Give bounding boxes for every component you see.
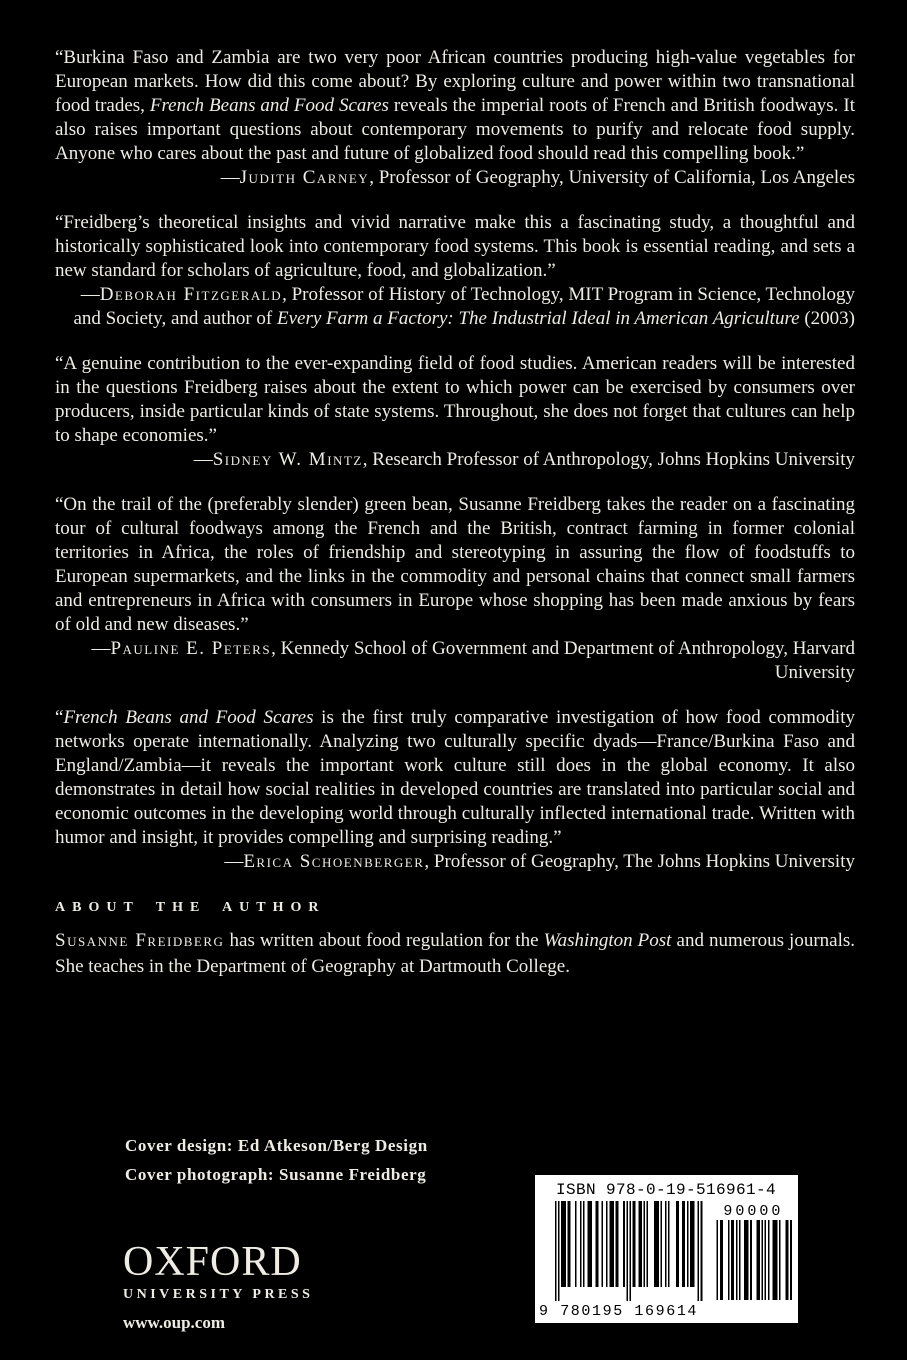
blurb-quote: “On the trail of the (preferably slender) green bean, Susanne Freidberg takes the reader on a fascinating tour of cultural foodways among the French and the British, contract farming in former colonial territories in Africa, the roles of friendship and stereotyping in assuring the flow of foodstuffs to European supermarkets, and the links in the commodity and personal chains that connect small farmers and entrepreneurs in Africa with consumers in Europe whose shopping has been made anxious by fears of old and new diseases.” — [55, 494, 855, 635]
blurb-peters — [55, 493, 855, 685]
blurb-attribution: —Deborah Fitzgerald, Professor of History of Technology, MIT Program in Science, Technology and Society, and author of Every Farm a Factory: The Industrial Ideal in American Agriculture (2003) — [73, 284, 855, 329]
oxford-logo: OXFORD — [123, 1239, 302, 1285]
blurb-quote: “French Beans and Food Scares is the first truly comparative investigation of how food commodity networks operate internationally. Analyzing two culturally specific dyads—France/Burkina Faso and England/Zambia—it reveals the important work culture still does in the global economy. It also demonstrates in detail how social realities in developed countries are translated into particular social and economic outcomes in the developing world through culturally inflected international trade. Written with humor and insight, it provides compelling and surprising reading.” — [55, 707, 855, 848]
blurb-attribution: —Judith Carney, Professor of Geography, University of California, Los Angeles — [220, 167, 855, 188]
blurb-schoenberger — [55, 706, 855, 874]
publisher-block — [123, 1240, 313, 1333]
blurb-attribution: —Erica Schoenberger, Professor of Geography, The Johns Hopkins University — [224, 851, 855, 872]
blurb-attribution: —Sidney W. Mintz, Research Professor of Anthropology, Johns Hopkins University — [193, 449, 855, 470]
svg-text:ISBN 978-0-19-516961-4: ISBN 978-0-19-516961-4 — [555, 1181, 777, 1199]
svg-text:90000: 90000 — [723, 1203, 784, 1220]
blurb-carney — [55, 46, 855, 190]
blurb-quote: “A genuine contribution to the ever-expanding field of food studies. American readers will be interested in the questions Freidberg raises about the extent to which power can be exercised by consumers over producers, inside particular kinds of state systems. Throughout, she does not forget that cultures can help to shape economies.” — [55, 353, 855, 446]
author-bio: Susanne Freidberg has written about food regulation for the Washington Post and numerous journals. She teaches in the Department of Geography at Dartmouth College. — [55, 930, 856, 977]
blurb-quote: “Freidberg’s theoretical insights and vivid narrative make this a fascinating study, a thoughtful and historically sophisticated look into contemporary food systems. This book is essential reading, and sets a new standard for scholars of agriculture, food, and globalization.” — [55, 212, 855, 281]
blurb-quote: “Burkina Faso and Zambia are two very poor African countries producing high-value vegetables for European markets. How did this come about? By exploring culture and power within two transnational food trades, French Beans and Food Scares reveals the imperial roots of French and British foodways. It also raises important questions about contemporary movements to purify and relocate food supply. Anyone who cares about the past and future of globalized food should read this compelling book.” — [55, 47, 855, 164]
about-the-author-heading: ABOUT THE AUTHOR — [55, 900, 326, 915]
cover-design-credit: Cover design: Ed Atkeson/Berg Design — [125, 1136, 428, 1155]
about-the-author-section — [55, 900, 855, 980]
isbn-barcode — [535, 1175, 798, 1323]
blurb-attribution: —Pauline E. Peters, Kennedy School of Government and Department of Anthropology, Harvard University — [91, 638, 855, 683]
svg-text:9 780195 169614: 9 780195 169614 — [539, 1303, 699, 1320]
blurb-fitzgerald — [55, 211, 855, 331]
publisher-website: www.oup.com — [123, 1313, 226, 1332]
cover-photograph-credit: Cover photograph: Susanne Freidberg — [125, 1165, 427, 1184]
cover-credits — [125, 1131, 428, 1189]
blurbs-section — [55, 46, 855, 980]
blurb-mintz — [55, 352, 855, 472]
publisher-imprint: UNIVERSITY PRESS — [123, 1287, 314, 1302]
